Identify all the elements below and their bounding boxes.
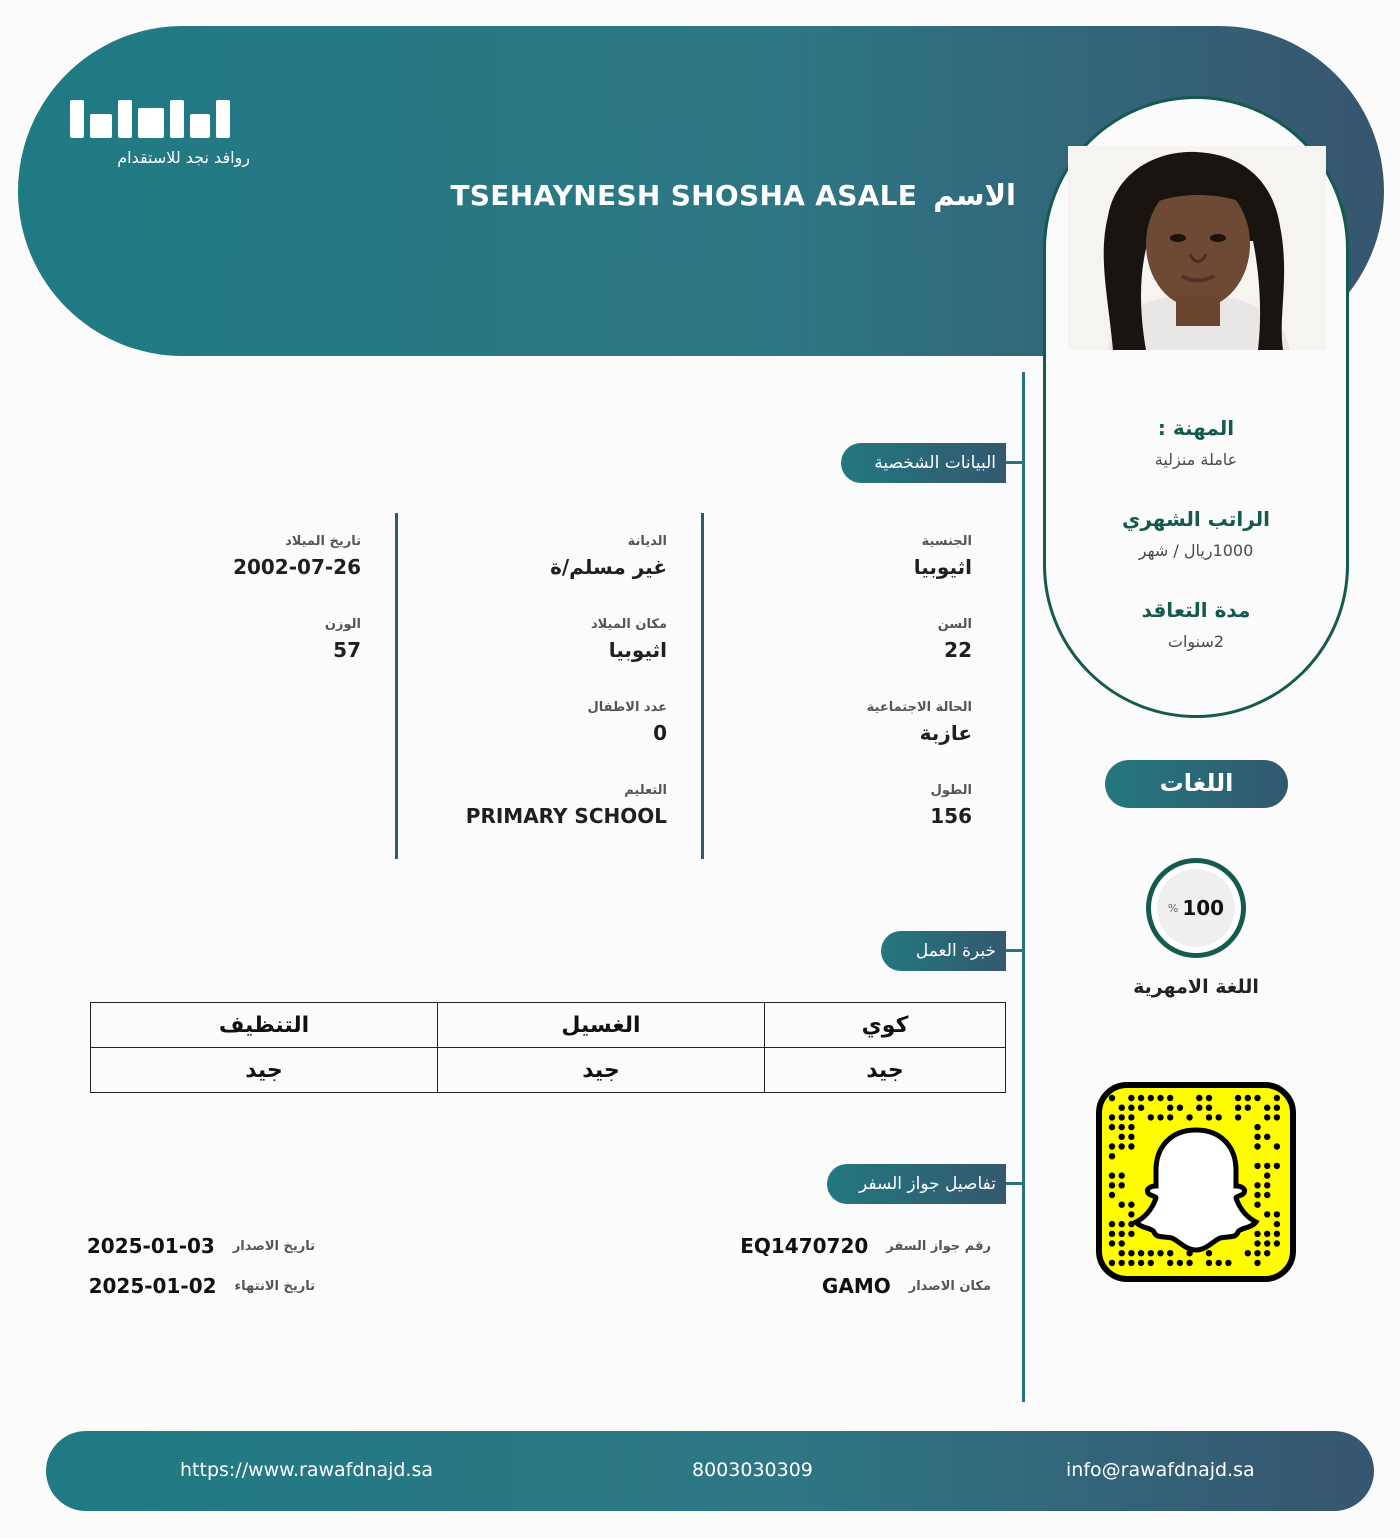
footer-website-link[interactable]: https://www.rawafdnajd.sa	[180, 1459, 434, 1481]
snapcode-dot	[1254, 1095, 1260, 1101]
tag-connector	[1006, 949, 1023, 952]
snapcode-dot	[1109, 1182, 1115, 1188]
logo-mark-icon	[70, 96, 250, 138]
passport-issue-date	[87, 1234, 315, 1258]
salary-title: الراتب الشهري	[1122, 507, 1270, 531]
snapcode-dot	[1254, 1260, 1260, 1266]
snapcode-dot	[1109, 1143, 1115, 1149]
snapcode-dot	[1206, 1114, 1212, 1120]
timeline-line	[1022, 372, 1025, 1402]
snapcode-dot	[1109, 1124, 1115, 1130]
snapcode-dot	[1274, 1095, 1280, 1101]
field-religion	[367, 534, 667, 579]
snapcode-dot	[1216, 1260, 1222, 1266]
passport-label: تاريخ الاصدار	[232, 1238, 315, 1254]
field-label: عدد الاطفال	[587, 700, 667, 715]
snapcode-dot	[1274, 1240, 1280, 1246]
language-name: اللغة الامهرية	[1133, 976, 1259, 998]
field-age	[672, 617, 972, 662]
company-logo	[70, 96, 250, 172]
snapcode-dot	[1138, 1105, 1144, 1111]
languages-title: اللغات	[1105, 760, 1288, 808]
snapcode-dot	[1138, 1095, 1144, 1101]
footer-email-link[interactable]: info@rawafdnajd.sa	[1066, 1459, 1255, 1481]
field-value: غير مسلم/ة	[550, 555, 667, 579]
snapcode-dot	[1254, 1182, 1260, 1188]
field-value: 0	[653, 721, 667, 745]
table-header-row	[91, 1003, 1006, 1048]
field-label: تاريخ الميلاد	[285, 534, 361, 549]
snapcode-dot	[1128, 1260, 1134, 1266]
snapcode-dot	[1274, 1163, 1280, 1169]
snapcode-dot	[1109, 1095, 1115, 1101]
field-value: 156	[930, 804, 972, 828]
snapcode-dot	[1264, 1134, 1270, 1140]
field-label: الطول	[930, 783, 972, 798]
snapcode-dot	[1119, 1240, 1125, 1246]
table-cell: جيد	[765, 1048, 1006, 1093]
snapcode-dot	[1264, 1192, 1270, 1198]
footer-phone[interactable]: 8003030309	[692, 1459, 813, 1481]
snapcode-dot	[1245, 1105, 1251, 1111]
snapcode-dot	[1235, 1114, 1241, 1120]
percent-sign: %	[1167, 901, 1179, 915]
snapcode-dot	[1196, 1105, 1202, 1111]
language-percent: 100	[1182, 896, 1225, 920]
snapcode-dot	[1128, 1134, 1134, 1140]
field-education	[367, 783, 667, 828]
snapcode-dot	[1167, 1105, 1173, 1111]
snapcode-dot	[1206, 1260, 1212, 1266]
snapcode-dot	[1157, 1250, 1163, 1256]
snapcode-dot	[1128, 1143, 1134, 1149]
snapcode-dot	[1167, 1250, 1173, 1256]
snapcode-dot	[1119, 1250, 1125, 1256]
field-value: اثيوبيا	[913, 555, 972, 579]
snapcode-dot	[1128, 1105, 1134, 1111]
snapcode-dot	[1235, 1105, 1241, 1111]
passport-value: 2025-01-02	[88, 1274, 217, 1298]
salary-block	[1046, 507, 1346, 560]
snapcode-dot	[1264, 1172, 1270, 1178]
passport-label: رقم جواز السفر	[886, 1238, 991, 1254]
field-label: الوزن	[324, 617, 361, 632]
snapcode-dot	[1264, 1211, 1270, 1217]
passport-number	[740, 1234, 991, 1258]
passport-value: 2025-01-03	[86, 1234, 215, 1258]
table-row	[91, 1048, 1006, 1093]
snapcode-dot	[1119, 1202, 1125, 1208]
snapcode-dot	[1264, 1163, 1270, 1169]
name-value: TSEHAYNESH SHOSHA ASALE	[450, 178, 918, 212]
snapcode-dot	[1119, 1105, 1125, 1111]
snapcode-dot	[1119, 1182, 1125, 1188]
table-cell: جيد	[91, 1048, 438, 1093]
footer-bar	[46, 1431, 1374, 1511]
snapcode-dot	[1274, 1211, 1280, 1217]
snapcode-dot	[1177, 1105, 1183, 1111]
logo-text: روافد نجد للاستقدام	[117, 148, 250, 167]
snapcode-dot	[1264, 1182, 1270, 1188]
worker-photo-image	[1068, 146, 1326, 350]
snapcode-dot	[1264, 1250, 1270, 1256]
snapcode-dot	[1109, 1172, 1115, 1178]
field-weight	[61, 617, 361, 662]
snapcode-dot	[1235, 1095, 1241, 1101]
snapcode-dot	[1109, 1240, 1115, 1246]
snapcode-dot	[1148, 1250, 1154, 1256]
passport-value: EQ1470720	[740, 1234, 869, 1258]
section-tag-experience: خبرة العمل	[881, 931, 1006, 971]
field-value: 2002-07-26	[233, 555, 361, 579]
snapcode-dot	[1157, 1095, 1163, 1101]
snapcode-dot	[1264, 1105, 1270, 1111]
snapcode-dot	[1167, 1095, 1173, 1101]
passport-value: GAMO	[821, 1274, 891, 1298]
field-date-of-birth	[61, 534, 361, 579]
snapcode-dot	[1254, 1202, 1260, 1208]
snapcode-dot	[1119, 1124, 1125, 1130]
field-birthplace	[367, 617, 667, 662]
language-progress-ring	[1146, 858, 1246, 958]
table-header: كوي	[765, 1003, 1006, 1048]
snapcode-dot	[1254, 1250, 1260, 1256]
name-label: الاسم	[933, 178, 1016, 212]
salary-value: 1000ريال / شهر	[1138, 541, 1254, 560]
passport-label: تاريخ الانتهاء	[234, 1278, 315, 1294]
tag-connector	[1006, 461, 1023, 464]
snapcode-dot	[1177, 1260, 1183, 1266]
snapcode-dot	[1254, 1240, 1260, 1246]
snapcode-dot	[1138, 1260, 1144, 1266]
experience-table	[90, 1002, 1006, 1093]
snapcode-dot	[1216, 1114, 1222, 1120]
snapcode-dot	[1109, 1221, 1115, 1227]
snapcode-dot	[1254, 1163, 1260, 1169]
section-tag-personal: البيانات الشخصية	[841, 443, 1006, 483]
snapcode-dot	[1128, 1250, 1134, 1256]
tag-connector	[1006, 1182, 1023, 1185]
profession-title: المهنة :	[1157, 416, 1235, 440]
snapcode-dot	[1254, 1192, 1260, 1198]
snapcode-dot	[1274, 1114, 1280, 1120]
snapcode-dot	[1186, 1260, 1192, 1266]
snapcode-dot	[1274, 1143, 1280, 1149]
field-children	[367, 700, 667, 745]
field-value: 22	[944, 638, 972, 662]
snapcode-dot	[1119, 1114, 1125, 1120]
field-value: اثيوبيا	[608, 638, 667, 662]
field-label: التعليم	[624, 783, 667, 798]
passport-expiry-date	[89, 1274, 315, 1298]
snapcode-dot	[1206, 1105, 1212, 1111]
snapcode-dot	[1167, 1114, 1173, 1120]
field-height	[672, 783, 972, 828]
contract-title: مدة التعاقد	[1141, 598, 1251, 622]
snapcode-dot	[1109, 1153, 1115, 1159]
snapcode-dot	[1254, 1143, 1260, 1149]
snapcode-dot	[1264, 1114, 1270, 1120]
snapcode-dot	[1274, 1105, 1280, 1111]
snapcode-dot	[1254, 1231, 1260, 1237]
snapcode-dot	[1109, 1114, 1115, 1120]
snapcode-dot	[1254, 1134, 1260, 1140]
snapcode-dot	[1245, 1250, 1251, 1256]
worker-name	[450, 178, 1016, 212]
snapcode-dot	[1206, 1095, 1212, 1101]
table-header: التنظيف	[91, 1003, 438, 1048]
snapcode-dot	[1264, 1240, 1270, 1246]
snapcode-dot	[1109, 1260, 1115, 1266]
snapcode-dot	[1128, 1211, 1134, 1217]
snapcode-dot	[1119, 1231, 1125, 1237]
snapcode-dot	[1148, 1260, 1154, 1266]
field-label: الديانة	[627, 534, 667, 549]
passport-label: مكان الاصدار	[908, 1278, 991, 1294]
language-progress-inner	[1157, 869, 1235, 947]
snapcode-dot	[1119, 1260, 1125, 1266]
contract-block	[1046, 598, 1346, 651]
snapcode-dot	[1254, 1124, 1260, 1130]
snapcode-dot	[1128, 1095, 1134, 1101]
snapcode-dot	[1245, 1095, 1251, 1101]
field-value: PRIMARY SCHOOL	[465, 804, 667, 828]
snapchat-ghost-icon[interactable]	[1096, 1082, 1296, 1282]
snapcode-dot	[1128, 1231, 1134, 1237]
snapcode-dot	[1196, 1095, 1202, 1101]
table-header: الغسيل	[438, 1003, 765, 1048]
snapcode-dot	[1119, 1143, 1125, 1149]
field-label: الحالة الاجتماعية	[866, 700, 972, 715]
profession-block	[1046, 416, 1346, 469]
snapcode-dot	[1119, 1221, 1125, 1227]
snapcode-dot	[1186, 1114, 1192, 1120]
section-tag-passport: تفاصيل جواز السفر	[827, 1164, 1006, 1204]
snapcode-dot	[1138, 1250, 1144, 1256]
snapcode-dot	[1148, 1095, 1154, 1101]
snapcode-dot	[1148, 1114, 1154, 1120]
field-label: الجنسية	[921, 534, 972, 549]
field-marital-status	[672, 700, 972, 745]
worker-photo	[1068, 146, 1326, 350]
snapcode-dot	[1109, 1231, 1115, 1237]
field-label: السن	[937, 617, 972, 632]
passport-issue-place	[822, 1274, 991, 1298]
table-cell: جيد	[438, 1048, 765, 1093]
field-value: 57	[333, 638, 361, 662]
snapcode-dot	[1128, 1202, 1134, 1208]
profession-value: عاملة منزلية	[1154, 450, 1238, 469]
snapcode-dot	[1128, 1124, 1134, 1130]
contract-value: 2سنوات	[1167, 632, 1225, 651]
snapcode-dot	[1206, 1250, 1212, 1256]
snapcode-dot	[1157, 1114, 1163, 1120]
snapcode-dot	[1274, 1221, 1280, 1227]
snapcode-dot	[1225, 1260, 1231, 1266]
field-value: عازبة	[919, 721, 972, 745]
field-nationality	[672, 534, 972, 579]
field-label: مكان الميلاد	[590, 617, 667, 632]
snapcode-dot	[1128, 1114, 1134, 1120]
snapcode-dot	[1109, 1192, 1115, 1198]
snapcode-dot	[1264, 1231, 1270, 1237]
snapcode-dot	[1167, 1260, 1173, 1266]
snapcode-dot	[1119, 1134, 1125, 1140]
snapcode-dot	[1274, 1231, 1280, 1237]
snapcode-dot	[1119, 1172, 1125, 1178]
